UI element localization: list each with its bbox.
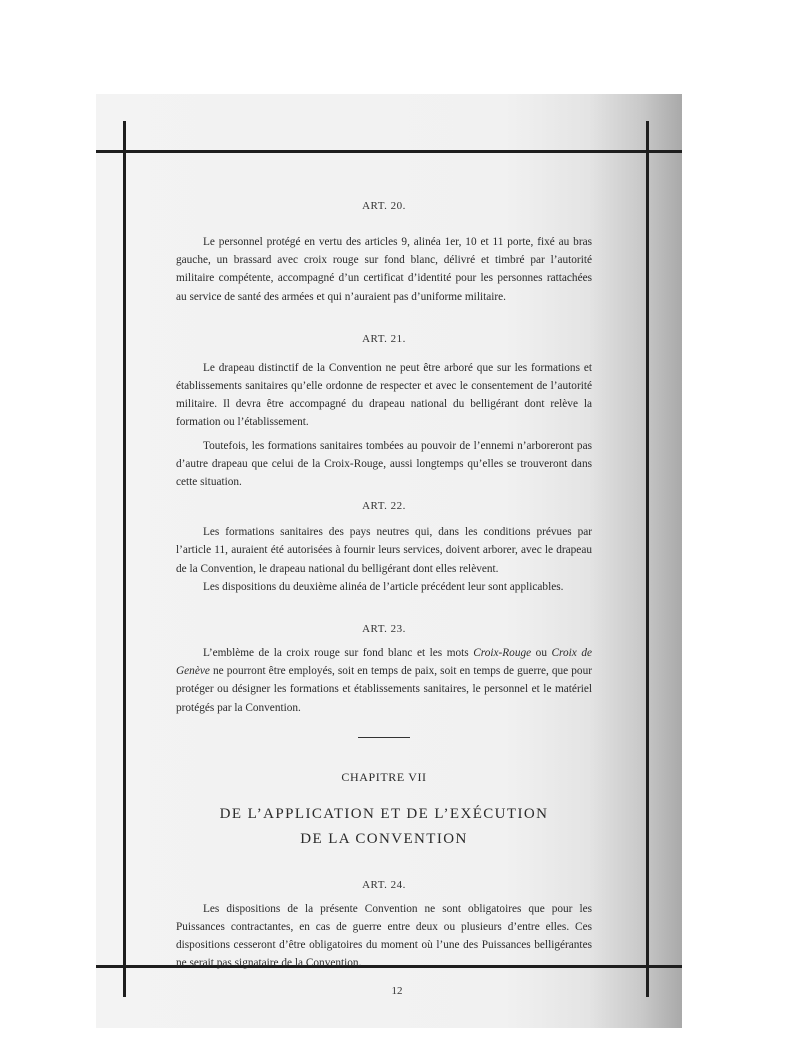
article-23-heading: ART. 23. [362,623,406,636]
article-23-italic-1: Croix-Rouge [473,647,532,660]
article-21-heading: ART. 21. [362,332,406,345]
article-24-paragraph: Les dispositions de la présente Convention ne sont obligatoires que pour les Puissances contractantes, en cas de guerre entre deux ou plusieurs d’entre elles. Ces dispositions cesseront d’être obligatoires du moment où l’une des Puissances belligérantes ne serait pas signataire de la Convention. [176,902,592,970]
article-20-heading: ART. 20. [362,200,406,212]
article-21-paragraph-2: Toutefois, les formations sanitaires tombées au pouvoir de l’ennemi n’arboreront pas d’autre drapeau que celui de la Croix-Rouge, aussi longtemps qu’elles se trouveront dans cette situation. [176,439,592,489]
article-24-heading: ART. 24. [362,878,406,891]
article-23-text-a: L’emblème de la croix rouge sur fond blanc et les mots [203,647,474,660]
chapter-label: CHAPITRE VII [341,769,427,784]
article-23-text-b: ou [531,647,552,660]
chapter-title-line-2: DE LA CONVENTION [300,830,468,847]
article-22-paragraph-1: Les formations sanitaires des pays neutres qui, dans les conditions prévues par l’article 11, auraient été autorisées à fournir leurs services, doivent arborer, avec le drapeau de la Convention, le drapeau national du belligérant dont elles relèvent. [176,526,592,575]
page-body [176,197,592,973]
left-rule [123,121,126,997]
right-rule [646,121,649,997]
article-23-italic-2: Croix de Genève [176,647,592,678]
article-23-text-c: ne pourront être employés, soit en temps de paix, soit en temps de guerre, que pour protéger ou désigner les formations et établissements sanitaires, le personnel et le matériel protégés par la Convention. [176,665,592,714]
article-22-paragraph-2: Les dispositions du deuxième alinéa de l’article précédent leur sont applicables. [203,580,564,593]
article-22-heading: ART. 22. [362,500,406,513]
article-21-paragraph-1: Le drapeau distinctif de la Convention ne peut être arboré que sur les formations et établissements sanitaires qu’elle ordonne de respecter et avec le consentement de l’autorité militaire. Il devra être accompagné du drapeau national du belligérant dont relève la formation ou l’établissement. [176,361,592,429]
article-20-paragraph: Le personnel protégé en vertu des articles 9, alinéa 1er, 10 et 11 porte, fixé au bras gauche, un brassard avec croix rouge sur fond blanc, délivré et timbré par l’autorité militaire compétente, accompagné d’un certificat d’identité pour les personnes rattachées au service de santé des armées et qui n’auraient pas d’uniforme militaire. [176,236,592,303]
top-rule [96,150,682,153]
page-number: 12 [391,985,403,997]
chapter-title-line-1: DE L’APPLICATION ET DE L’EXÉCUTION [219,805,549,822]
article-23-paragraph [176,644,592,717]
